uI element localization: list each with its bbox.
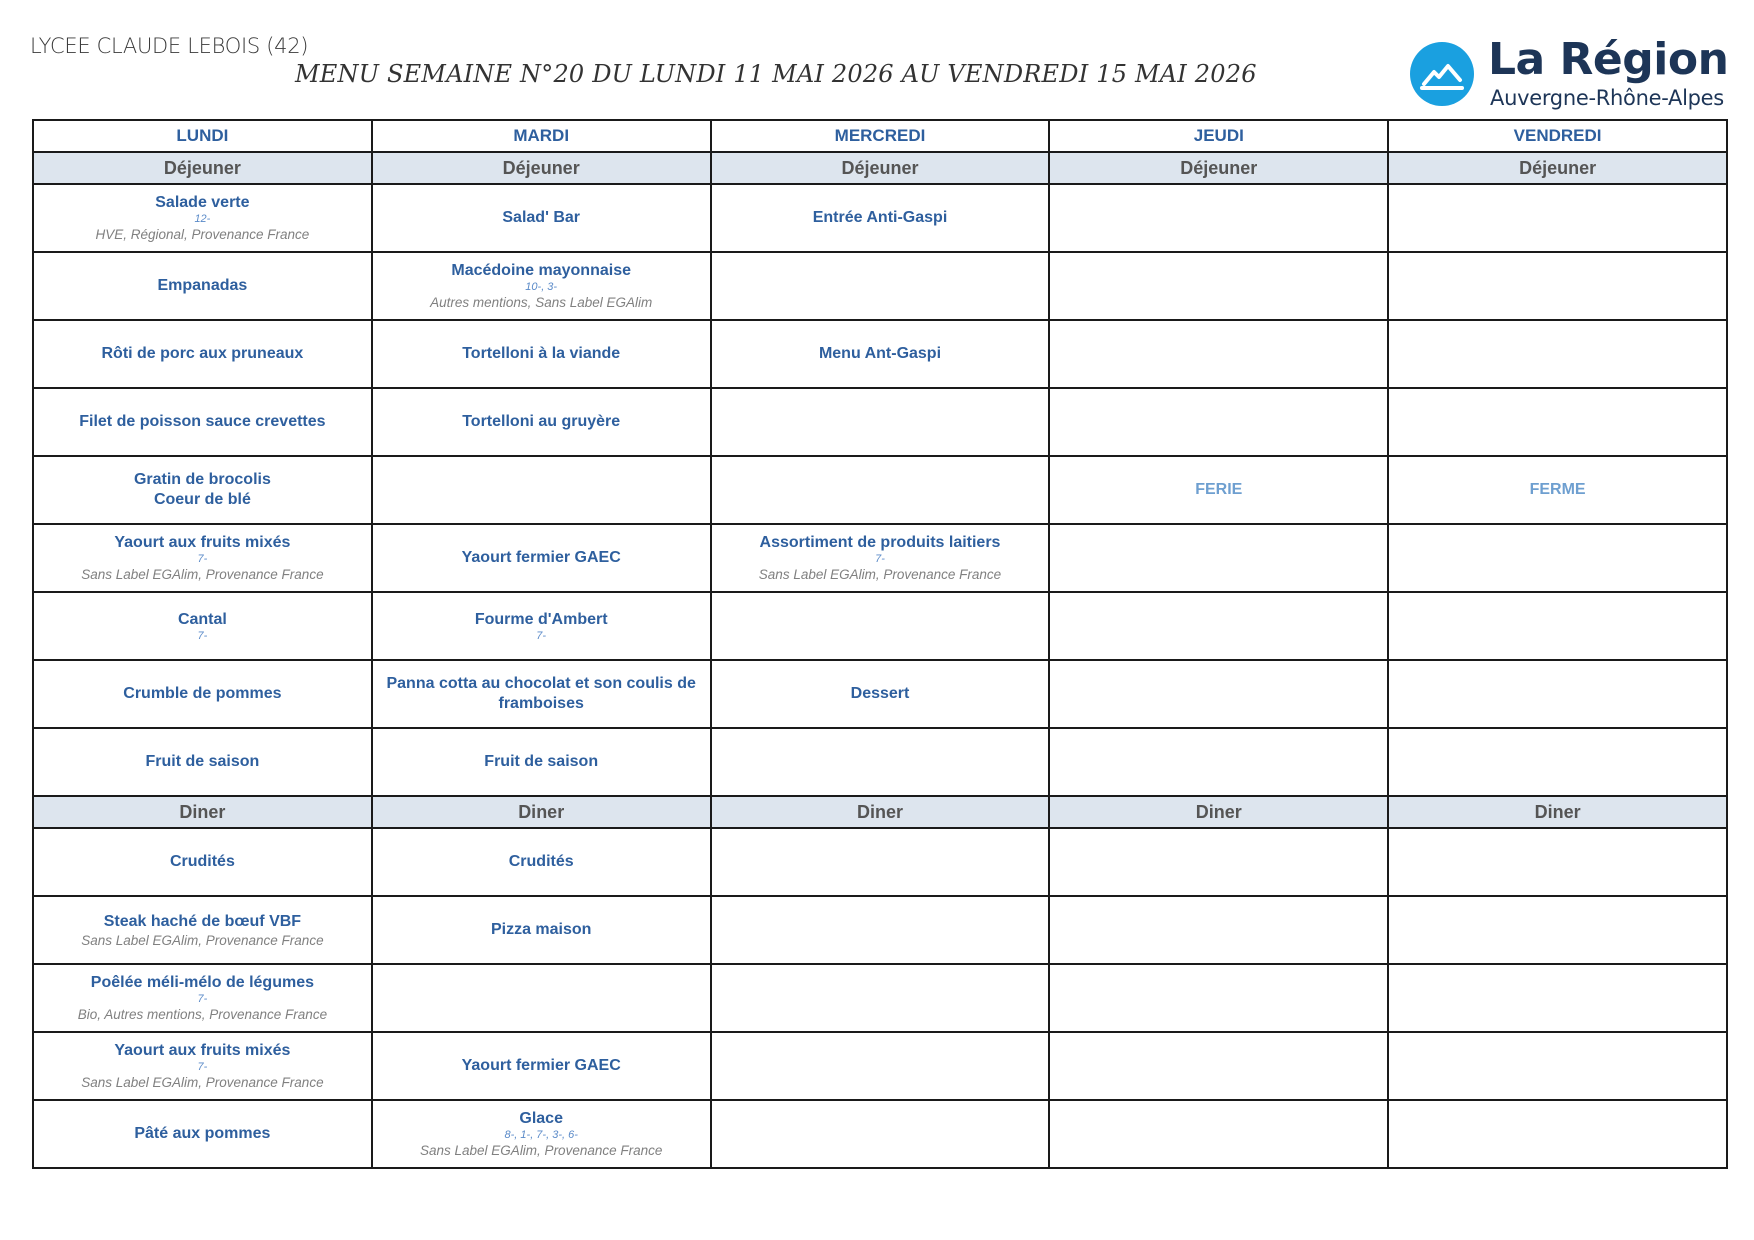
menu-cell	[33, 184, 372, 252]
meal-header: Déjeuner	[372, 152, 711, 184]
menu-cell	[1388, 184, 1727, 252]
dish-name: Crudités	[508, 853, 574, 870]
menu-cell	[372, 184, 711, 252]
menu-cell	[33, 896, 372, 964]
quality-labels: Sans Label EGAlim, Provenance France	[758, 567, 1002, 582]
menu-cell	[1388, 1100, 1727, 1168]
menu-cell	[33, 524, 372, 592]
menu-cell	[33, 1032, 372, 1100]
meal-header-row	[33, 152, 1727, 184]
menu-row	[33, 456, 1727, 524]
menu-cell	[1049, 1032, 1388, 1100]
menu-cell	[1388, 524, 1727, 592]
menu-cell	[33, 728, 372, 796]
menu-cell	[1049, 252, 1388, 320]
menu-cell	[711, 828, 1050, 896]
day-header: LUNDI	[33, 120, 372, 152]
day-header: JEUDI	[1049, 120, 1388, 152]
dish-name: Menu Ant-Gaspi	[818, 345, 942, 362]
quality-labels: Sans Label EGAlim, Provenance France	[81, 1075, 324, 1090]
menu-cell	[372, 828, 711, 896]
menu-row	[33, 592, 1727, 660]
meal-header-row	[33, 796, 1727, 828]
menu-cell	[1049, 388, 1388, 456]
menu-cell	[1049, 592, 1388, 660]
menu-cell	[711, 456, 1050, 524]
menu-cell	[711, 592, 1050, 660]
dish-name: Fruit de saison	[484, 753, 599, 770]
dish-name: Salade verte	[155, 194, 250, 211]
menu-row	[33, 964, 1727, 1032]
menu-row	[33, 660, 1727, 728]
menu-cell	[1049, 456, 1388, 524]
region-logo	[1410, 36, 1730, 116]
menu-row	[33, 184, 1727, 252]
menu-cell	[33, 964, 372, 1032]
menu-cell	[1388, 896, 1727, 964]
menu-cell	[711, 320, 1050, 388]
menu-cell	[711, 388, 1050, 456]
dish-name: Macédoine mayonnaise	[451, 262, 631, 279]
menu-cell	[1049, 896, 1388, 964]
dish-name: Pizza maison	[490, 921, 592, 938]
menu-cell	[711, 1032, 1050, 1100]
dish-name: Fourme d'Ambert	[474, 610, 608, 628]
menu-cell	[372, 592, 711, 660]
dish-name: Fruit de saison	[145, 753, 260, 770]
dish-name: Yaourt aux fruits mixés	[114, 534, 291, 551]
dish-name: Pâté aux pommes	[134, 1125, 271, 1142]
menu-cell	[372, 388, 711, 456]
dish-name: Yaourt fermier GAEC	[461, 1057, 621, 1074]
dish-name: Rôti de porc aux pruneaux	[101, 345, 304, 362]
menu-row	[33, 1032, 1727, 1100]
menu-cell	[711, 896, 1050, 964]
allergen-codes: 10-, 3-	[525, 281, 558, 293]
menu-cell	[1049, 184, 1388, 252]
menu-cell	[372, 252, 711, 320]
dish-name: Filet de poisson sauce crevettes	[79, 413, 326, 430]
meal-header: Diner	[33, 796, 372, 828]
mountain-icon	[1410, 42, 1474, 106]
quality-labels: Autres mentions, Sans Label EGAlim	[430, 295, 653, 310]
allergen-codes: 7-	[875, 553, 885, 565]
menu-cell	[1388, 252, 1727, 320]
dish-name: Assortiment de produits laitiers	[759, 534, 1001, 551]
menu-cell	[1388, 828, 1727, 896]
menu-cell	[1388, 660, 1727, 728]
dish-name: Entrée Anti-Gaspi	[812, 209, 948, 226]
menu-cell	[33, 456, 372, 524]
menu-cell	[1388, 592, 1727, 660]
allergen-codes: 7-	[536, 629, 547, 642]
allergen-codes: 7-	[197, 553, 208, 565]
dish-name: Tortelloni à la viande	[462, 345, 621, 362]
menu-row	[33, 320, 1727, 388]
dish-name: Dessert	[850, 685, 910, 702]
day-header: MERCREDI	[711, 120, 1050, 152]
meal-header: Diner	[1049, 796, 1388, 828]
menu-cell	[1388, 320, 1727, 388]
dish-name: Tortelloni au gruyère	[462, 413, 621, 430]
menu-cell	[33, 388, 372, 456]
menu-cell	[1049, 728, 1388, 796]
quality-labels: Bio, Autres mentions, Provenance France	[77, 1007, 328, 1022]
allergen-codes: 12-	[194, 213, 211, 225]
menu-cell	[711, 252, 1050, 320]
menu-cell	[33, 828, 372, 896]
menu-cell	[372, 1032, 711, 1100]
menu-cell	[1388, 1032, 1727, 1100]
menu-cell	[372, 728, 711, 796]
menu-cell	[1049, 964, 1388, 1032]
dish-name: Crudités	[169, 853, 235, 870]
menu-cell	[372, 1100, 711, 1168]
menu-cell	[1049, 320, 1388, 388]
dish-name: Glace	[519, 1110, 563, 1127]
dish-name: Panna cotta au chocolat et son coulis de framboises	[386, 675, 696, 712]
menu-cell	[711, 964, 1050, 1032]
dish-name: Yaourt fermier GAEC	[461, 549, 621, 566]
menu-cell	[1388, 964, 1727, 1032]
day-header: VENDREDI	[1388, 120, 1727, 152]
dish-name: Gratin de brocolis	[133, 471, 271, 488]
meal-header: Déjeuner	[1049, 152, 1388, 184]
logo-subtitle: Auvergne-Rhône-Alpes	[1490, 86, 1724, 110]
dish-name: Crumble de pommes	[123, 685, 282, 702]
meal-header: Déjeuner	[711, 152, 1050, 184]
menu-cell	[372, 964, 711, 1032]
allergen-codes: 7-	[197, 1061, 208, 1073]
menu-row	[33, 896, 1727, 964]
menu-cell	[711, 728, 1050, 796]
menu-cell	[372, 524, 711, 592]
menu-cell	[1049, 524, 1388, 592]
menu-cell	[372, 456, 711, 524]
dish-name: Cantal	[177, 610, 227, 628]
dish-name: Empanadas	[157, 277, 248, 294]
allergen-codes: 8-, 1-, 7-, 3-, 6-	[504, 1129, 578, 1141]
allergen-codes: 7-	[197, 629, 208, 642]
menu-row	[33, 252, 1727, 320]
menu-cell	[33, 252, 372, 320]
meal-header: Déjeuner	[1388, 152, 1727, 184]
quality-labels: HVE, Régional, Provenance France	[95, 227, 310, 242]
dish-name: Coeur de blé	[153, 491, 251, 508]
menu-cell	[1049, 660, 1388, 728]
menu-cell	[33, 660, 372, 728]
meal-header: Diner	[711, 796, 1050, 828]
menu-cell	[33, 320, 372, 388]
menu-row	[33, 1100, 1727, 1168]
menu-row	[33, 728, 1727, 796]
allergen-codes: 7-	[197, 993, 208, 1005]
logo-name: La Région	[1488, 34, 1729, 85]
day-header: MARDI	[372, 120, 711, 152]
closure-label: FERIE	[1195, 481, 1243, 498]
menu-title: MENU SEMAINE N°20 DU LUNDI 11 MAI 2026 AU VENDREDI 15 MAI 2026	[295, 60, 1257, 88]
menu-row	[33, 828, 1727, 896]
menu-cell	[711, 184, 1050, 252]
meal-header: Diner	[372, 796, 711, 828]
menu-cell	[372, 896, 711, 964]
dish-name: Steak haché de bœuf VBF	[103, 912, 302, 930]
menu-cell	[372, 320, 711, 388]
menu-cell	[372, 660, 711, 728]
menu-cell	[1049, 1100, 1388, 1168]
quality-labels: Sans Label EGAlim, Provenance France	[420, 1143, 663, 1158]
closure-label: FERME	[1529, 481, 1586, 498]
menu-row	[33, 388, 1727, 456]
menu-cell	[711, 660, 1050, 728]
menu-cell	[1388, 456, 1727, 524]
menu-row	[33, 524, 1727, 592]
menu-cell	[1388, 728, 1727, 796]
dish-name: Salad' Bar	[502, 209, 580, 226]
menu-cell	[711, 524, 1050, 592]
dish-name: Poêlée méli-mélo de légumes	[90, 974, 314, 991]
meal-header: Diner	[1388, 796, 1727, 828]
dish-name: Yaourt aux fruits mixés	[114, 1042, 291, 1059]
menu-cell	[711, 1100, 1050, 1168]
quality-labels: Sans Label EGAlim, Provenance France	[81, 567, 324, 582]
day-header-row	[33, 120, 1727, 152]
school-name: LYCEE CLAUDE LEBOIS (42)	[30, 34, 309, 58]
menu-cell	[33, 1100, 372, 1168]
meal-header: Déjeuner	[33, 152, 372, 184]
menu-cell	[1049, 828, 1388, 896]
menu-cell	[33, 592, 372, 660]
quality-labels: Sans Label EGAlim, Provenance France	[81, 932, 324, 948]
menu-cell	[1388, 388, 1727, 456]
weekly-menu-table	[32, 119, 1728, 1169]
